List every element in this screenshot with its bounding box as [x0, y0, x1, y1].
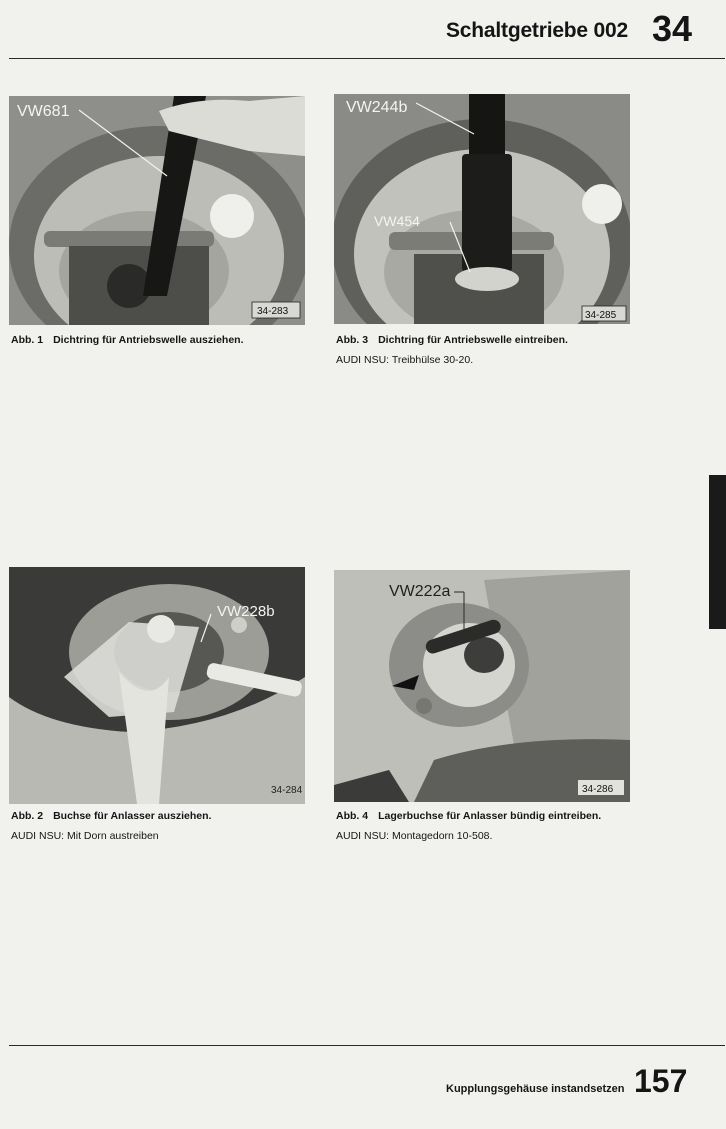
figure-3-photo: [334, 94, 630, 324]
figure-3-note: AUDI NSU: Treibhülse 30-20.: [336, 354, 474, 366]
figure-2-photo: [9, 567, 305, 804]
footer-rule: [9, 1045, 725, 1046]
figure-1-caption-text: Dichtring für Antriebswelle ausziehen.: [53, 334, 244, 346]
figure-4-caption-text: Lagerbuchse für Anlasser bündig eintreiben.: [378, 810, 602, 822]
figure-3-caption-text: Dichtring für Antriebswelle eintreiben.: [378, 334, 568, 346]
figure-3-caption: [336, 334, 568, 346]
chapter-number: 34: [651, 8, 692, 49]
figure-4-caption: [336, 810, 601, 822]
figure-1-photo: [9, 96, 305, 325]
figure-1-tool-label: VW681: [17, 103, 70, 120]
figure-3-tool-label-2: VW454: [374, 213, 420, 229]
figure-2-tool-label: VW228b: [217, 603, 275, 620]
figure-2-photo-code: 34-284: [271, 785, 303, 796]
figure-3-tool-label-1: VW244b: [346, 99, 408, 116]
figure-4-photo: [334, 570, 630, 802]
figure-1-photo-code: 34-283: [257, 306, 289, 317]
figure-2-note: AUDI NSU: Mit Dorn austreiben: [11, 830, 159, 842]
figure-4-tool-label: VW222a: [389, 583, 451, 600]
figure-2-caption-text: Buchse für Anlasser ausziehen.: [53, 810, 212, 822]
page-header-title: Schaltgetriebe 002: [446, 19, 628, 42]
chapter-tab-marker: [709, 475, 726, 629]
figure-3-number: Abb. 3: [336, 334, 369, 346]
figure-2-caption: [11, 810, 211, 822]
figure-4-note: AUDI NSU: Montagedorn 10-508.: [336, 830, 493, 842]
footer-section-title: Kupplungsgehäuse instandsetzen: [446, 1083, 625, 1095]
figure-3-photo-code: 34-285: [585, 310, 617, 321]
figure-2-number: Abb. 2: [11, 810, 44, 822]
figure-1-caption: [11, 334, 244, 346]
figure-1-number: Abb. 1: [11, 334, 44, 346]
figure-4-number: Abb. 4: [336, 810, 369, 822]
figure-4-photo-code: 34-286: [582, 784, 614, 795]
page-number: 157: [634, 1063, 688, 1099]
header-rule: [9, 58, 725, 59]
